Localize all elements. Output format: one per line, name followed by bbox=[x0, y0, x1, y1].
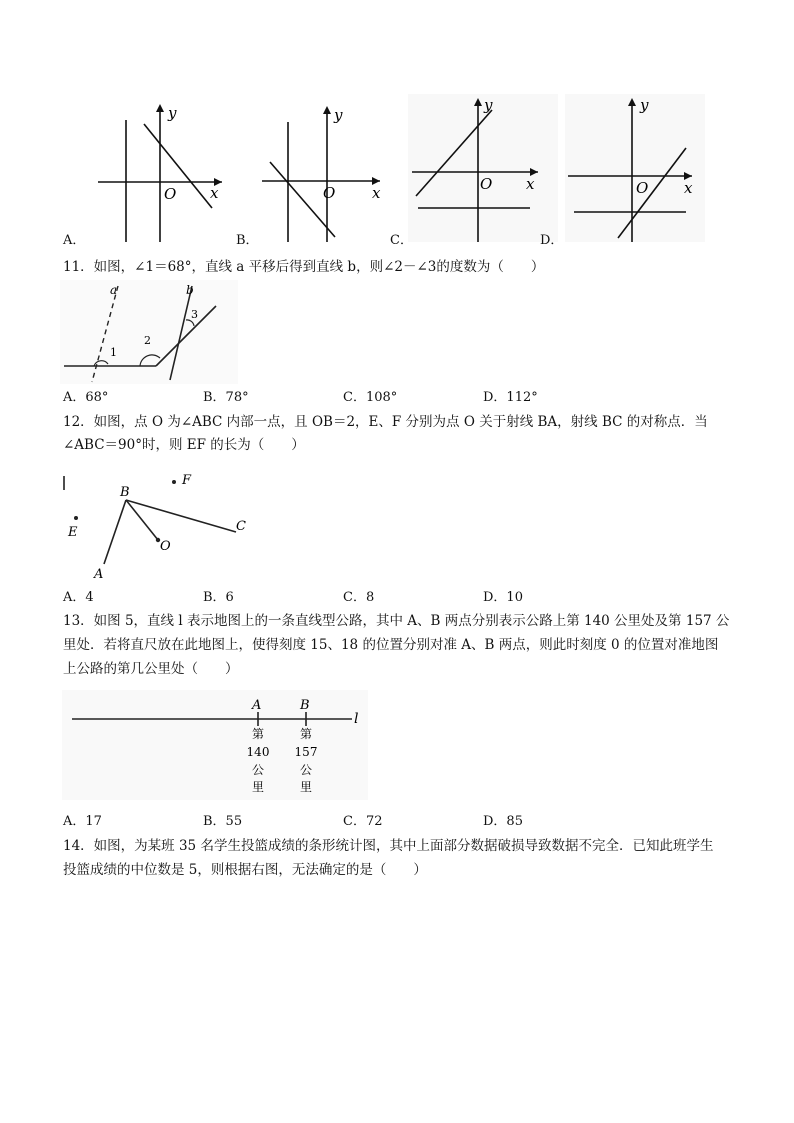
q11-stem: 11．如图，∠1＝68°，直线 a 平移后得到直线 b，则∠2－∠3的度数为（ ） bbox=[63, 259, 545, 275]
q10a-origin-label: O bbox=[164, 185, 177, 203]
q11-figure bbox=[60, 280, 240, 386]
q13-option-d[interactable]: D．85 bbox=[483, 814, 523, 829]
q11-line-b-label: b bbox=[186, 283, 194, 297]
q13-a-line2: 140 bbox=[246, 745, 270, 759]
q13-b-line3: 公 bbox=[299, 763, 313, 777]
q10a-x-label: x bbox=[210, 184, 219, 202]
q12-figure bbox=[60, 468, 260, 580]
q11-line-a-label: a bbox=[110, 283, 118, 297]
q12-point-f-label: F bbox=[182, 473, 192, 488]
q11-option-d[interactable]: D．112° bbox=[483, 390, 538, 405]
q10-graphs bbox=[60, 92, 750, 252]
q11-option-b[interactable]: B．78° bbox=[203, 390, 249, 405]
q13-option-a[interactable]: A．17 bbox=[63, 814, 102, 829]
q10d-origin-label: O bbox=[636, 179, 649, 197]
q10-graph-a bbox=[98, 104, 222, 242]
q13-point-a-label: A bbox=[252, 698, 262, 713]
q13-line-l-label: l bbox=[354, 711, 359, 727]
q12-option-c[interactable]: C．8 bbox=[343, 590, 375, 605]
q11-angle1-label: 1 bbox=[110, 346, 117, 359]
q10d-x-label: x bbox=[684, 179, 693, 197]
q13-stem-line3: 上公路的第几公里处（ ） bbox=[63, 661, 239, 677]
q10-option-d[interactable]: D． bbox=[540, 233, 564, 248]
q12-stem-line1: 12．如图，点 O 为∠ABC 内部一点，且 OB＝2，E、F 分别为点 O 关于射线 BA，射线 BC 的对称点．当 bbox=[63, 414, 708, 430]
q12-option-a[interactable]: A．4 bbox=[63, 590, 94, 605]
q12-point-c-label: C bbox=[236, 519, 246, 534]
q13-a-line4: 里 bbox=[251, 780, 265, 794]
q10-option-b[interactable]: B． bbox=[236, 233, 259, 248]
q13-option-b[interactable]: B．55 bbox=[203, 814, 243, 829]
q12-point-a-label: A bbox=[94, 567, 104, 580]
q12-stem-line2: ∠ABC＝90°时，则 EF 的长为（ ） bbox=[63, 437, 305, 453]
q10-graph-c bbox=[408, 94, 558, 242]
q13-a-line3: 公 bbox=[251, 763, 265, 777]
q10c-origin-label: O bbox=[480, 175, 493, 193]
q12-point-e-label: E bbox=[68, 525, 78, 540]
q11-option-c[interactable]: C．108° bbox=[343, 390, 398, 405]
q10-graph-b bbox=[262, 106, 381, 242]
q10c-x-label: x bbox=[526, 175, 535, 193]
q10-option-c[interactable]: C． bbox=[390, 233, 413, 248]
q10b-y-label: y bbox=[334, 106, 343, 124]
q13-b-line1: 第 bbox=[299, 727, 313, 741]
q13-a-line1: 第 bbox=[251, 727, 265, 741]
q11-option-a[interactable]: A．68° bbox=[63, 390, 109, 405]
q12-point-b-label: B bbox=[120, 485, 130, 500]
q13-b-line4: 里 bbox=[299, 780, 313, 794]
q10c-y-label: y bbox=[484, 96, 493, 114]
q11-angle3-label: 3 bbox=[191, 308, 198, 321]
q13-b-line2: 157 bbox=[294, 745, 318, 759]
q13-stem-line1: 13．如图 5，直线 l 表示地图上的一条直线型公路，其中 A、B 两点分别表示公路上第 140 公里处及第 157 公 bbox=[63, 613, 730, 629]
q12-option-d[interactable]: D．10 bbox=[483, 590, 523, 605]
q10a-y-label: y bbox=[168, 104, 177, 122]
q10-graph-d bbox=[565, 94, 705, 242]
q11-angle2-label: 2 bbox=[144, 334, 151, 347]
q10b-origin-label: O bbox=[323, 184, 336, 202]
q10d-y-label: y bbox=[640, 96, 649, 114]
q10b-x-label: x bbox=[372, 184, 381, 202]
q13-figure bbox=[62, 690, 372, 802]
q12-point-o-label: O bbox=[160, 539, 171, 554]
q10-option-a[interactable]: A． bbox=[63, 233, 86, 248]
q14-stem-line1: 14．如图，为某班 35 名学生投篮成绩的条形统计图，其中上面部分数据破损导致数据不完全．已知此班学生 bbox=[63, 838, 714, 854]
q12-option-b[interactable]: B．6 bbox=[203, 590, 234, 605]
q14-stem-line2: 投篮成绩的中位数是 5，则根据右图，无法确定的是（ ） bbox=[63, 862, 427, 878]
q13-point-b-label: B bbox=[300, 698, 310, 713]
q13-option-c[interactable]: C．72 bbox=[343, 814, 383, 829]
q13-stem-line2: 里处．若将直尺放在此地图上，使得刻度 15、18 的位置分别对准 A、B 两点，则此时刻度 0 的位置对准地图 bbox=[63, 637, 719, 653]
